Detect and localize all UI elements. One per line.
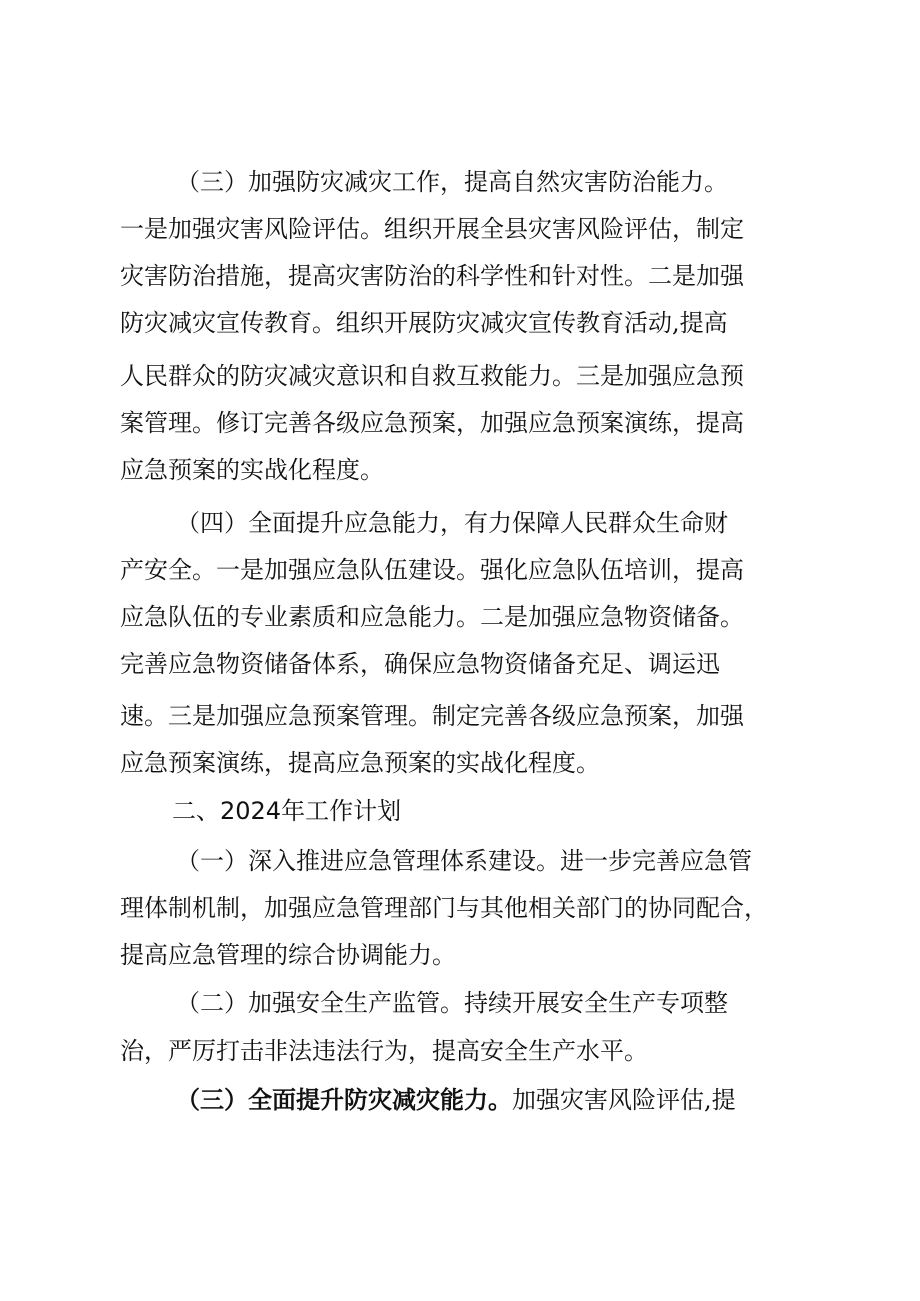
- plan-2-line-2: 治，严厉打击非法违法行为，提高安全生产水平。: [120, 1037, 648, 1065]
- section-heading-2024-plan: 二、2024年工作计划: [172, 797, 402, 825]
- paragraph-3-line-6: 案管理。修订完善各级应急预案，加强应急预案演练，提高: [120, 409, 744, 437]
- paragraph-4-line-5: 速。三是加强应急预案管理。制定完善各级应急预案，加强: [120, 702, 744, 730]
- plan-1-line-2: 理体制机制，加强应急管理部门与其他相关部门的协同配合，: [120, 894, 768, 922]
- plan-1-line-1: （一）深入推进应急管理体系建设。进一步完善应急管: [176, 847, 752, 875]
- paragraph-3-line-3: 灾害防治措施，提高灾害防治的科学性和针对性。二是加强: [120, 262, 744, 290]
- plan-2-line-1: （二）加强安全生产监管。持续开展安全生产专项整: [176, 989, 728, 1017]
- paragraph-4-line-6: 应急预案演练，提高应急预案的实战化程度。: [120, 749, 600, 777]
- paragraph-4-line-2: 产安全。一是加强应急队伍建设。强化应急队伍培训，提高: [120, 556, 744, 584]
- plan-3-line-1: [176, 1085, 736, 1115]
- paragraph-3-line-5: 人民群众的防灾减灾意识和自救互救能力。三是加强应急预: [120, 362, 744, 390]
- paragraph-3-line-1: （三）加强防灾减灾工作，提高自然灾害防治能力。: [176, 168, 728, 196]
- paragraph-3-line-7: 应急预案的实战化程度。: [120, 456, 384, 484]
- paragraph-4-line-4: 完善应急物资储备体系，确保应急物资储备充足、调运迅: [120, 650, 720, 678]
- plan-3-bold-title: （三）全面提升防灾减灾能力。: [176, 1086, 512, 1114]
- plan-1-line-3: 提高应急管理的综合协调能力。: [120, 941, 456, 969]
- plan-3-text: 加强灾害风险评估,提: [512, 1086, 736, 1114]
- paragraph-4-line-1: （四）全面提升应急能力，有力保障人民群众生命财: [176, 509, 728, 537]
- paragraph-3-line-4: 防灾减灾宣传教育。组织开展防灾减灾宣传教育活动,提高: [120, 309, 728, 337]
- paragraph-3-line-2: 一是加强灾害风险评估。组织开展全县灾害风险评估，制定: [120, 215, 744, 243]
- paragraph-4-line-3: 应急队伍的专业素质和应急能力。二是加强应急物资储备。: [120, 603, 744, 631]
